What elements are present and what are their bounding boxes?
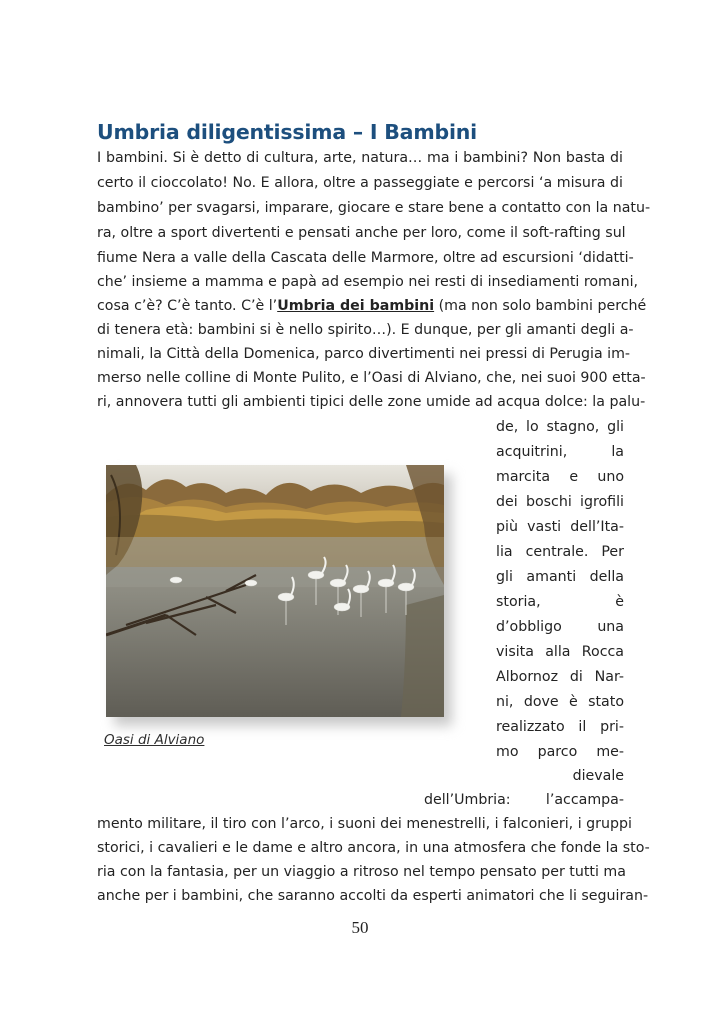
text-line	[97, 296, 647, 316]
page-number: 50	[351, 918, 369, 937]
text-line: dievale	[572, 768, 624, 784]
text-line: Albornoz di Nar-	[496, 669, 624, 685]
text-line: dell’Umbria: l’accampa-	[424, 792, 624, 808]
text-line: mento militare, il tiro con l’arco, i suoni dei menestrelli, i falconieri, i gruppi	[97, 816, 632, 832]
text-line: fiume Nera a valle della Cascata delle Marmore, oltre ad escursioni ‘didatti-	[97, 250, 634, 266]
text-line: lia centrale. Per	[496, 544, 624, 560]
text-line: storici, i cavalieri e le dame e altro ancora, in una atmosfera che fonde la sto-	[97, 840, 650, 856]
text-line: marcita e uno	[496, 469, 624, 485]
text-fragment: (ma non solo bambini perché	[434, 298, 647, 314]
page-heading: Umbria diligentissima – I Bambini	[97, 120, 477, 144]
text-line: ri, annovera tutti gli ambienti tipici delle zone umide ad acqua dolce: la palu-	[97, 394, 646, 410]
text-line: visita alla Rocca	[496, 644, 624, 660]
text-line: ra, oltre a sport divertenti e pensati anche per loro, come il soft-rafting sul	[97, 225, 626, 241]
text-line: gli amanti della	[496, 569, 624, 585]
text-line: storia, è	[496, 594, 624, 610]
text-line: dei boschi igrofili	[496, 494, 624, 510]
text-line: bambino’ per svagarsi, imparare, giocare e stare bene a contatto con la natu-	[97, 200, 651, 216]
alviano-photo	[106, 465, 444, 717]
text-line: merso nelle colline di Monte Pulito, e l’Oasi di Alviano, che, nei suoi 900 etta-	[97, 370, 646, 386]
text-line: de, lo stagno, gli	[496, 419, 624, 435]
text-line: che’ insieme a mamma e papà ad esempio nei resti di insediamenti romani,	[97, 274, 639, 290]
text-line: acquitrini, la	[496, 444, 624, 460]
text-line: ria con la fantasia, per un viaggio a ritroso nel tempo pensato per tutti ma	[97, 864, 626, 880]
text-line: certo il cioccolato! No. E allora, oltre a passeggiate e percorsi ‘a misura di	[97, 175, 623, 191]
text-line: anche per i bambini, che saranno accolti da esperti animatori che li seguiran-	[97, 888, 649, 904]
text-line: di tenera età: bambini si è nello spirito…). E dunque, per gli amanti degli a-	[97, 322, 634, 338]
text-line: realizzato il pri-	[496, 719, 624, 735]
text-line: nimali, la Città della Domenica, parco divertimenti nei pressi di Perugia im-	[97, 346, 631, 362]
text-line: più vasti dell’Ita-	[496, 519, 624, 535]
text-line: I bambini. Si è detto di cultura, arte, natura… ma i bambini? Non basta di	[97, 150, 623, 166]
text-line: d’obbligo una	[496, 619, 624, 635]
photo-caption: Oasi di Alviano	[104, 732, 205, 748]
text-fragment: cosa c’è? C’è tanto. C’è l’	[97, 298, 278, 314]
text-line: mo parco me-	[496, 744, 624, 760]
wetland-landscape-image	[106, 465, 444, 717]
text-line: ni, dove è stato	[496, 694, 624, 710]
umbria-dei-bambini-link[interactable]: Umbria dei bambini	[277, 298, 435, 314]
